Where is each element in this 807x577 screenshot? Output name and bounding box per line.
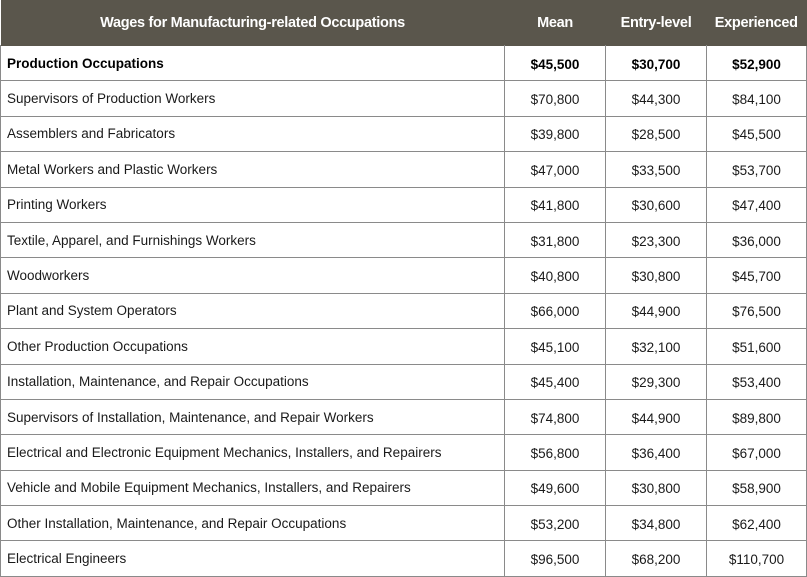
cell-occupation: Plant and System Operators — [1, 293, 505, 328]
cell-experienced: $58,900 — [707, 470, 807, 505]
cell-mean: $96,500 — [505, 541, 606, 576]
cell-entry-level: $28,500 — [606, 116, 707, 151]
table-row — [1, 187, 807, 222]
table-row — [1, 435, 807, 470]
table-row — [1, 329, 807, 364]
table-row — [1, 364, 807, 399]
cell-occupation: Supervisors of Installation, Maintenance, and Repair Workers — [1, 399, 505, 434]
cell-mean: $45,100 — [505, 329, 606, 364]
table-body — [1, 46, 807, 577]
cell-mean: $45,400 — [505, 364, 606, 399]
cell-mean: $39,800 — [505, 116, 606, 151]
cell-occupation: Supervisors of Production Workers — [1, 81, 505, 116]
cell-occupation: Electrical Engineers — [1, 541, 505, 576]
cell-mean: $40,800 — [505, 258, 606, 293]
cell-occupation: Printing Workers — [1, 187, 505, 222]
table-row — [1, 46, 807, 81]
table-row — [1, 399, 807, 434]
header-row — [1, 0, 807, 46]
cell-experienced: $110,700 — [707, 541, 807, 576]
cell-entry-level: $30,700 — [606, 46, 707, 81]
cell-experienced: $36,000 — [707, 222, 807, 257]
cell-experienced: $51,600 — [707, 329, 807, 364]
cell-experienced: $53,400 — [707, 364, 807, 399]
table-row — [1, 293, 807, 328]
cell-entry-level: $44,900 — [606, 293, 707, 328]
cell-occupation: Woodworkers — [1, 258, 505, 293]
cell-mean: $45,500 — [505, 46, 606, 81]
cell-mean: $74,800 — [505, 399, 606, 434]
cell-entry-level: $33,500 — [606, 152, 707, 187]
cell-occupation: Electrical and Electronic Equipment Mechanics, Installers, and Repairers — [1, 435, 505, 470]
cell-mean: $56,800 — [505, 435, 606, 470]
cell-mean: $49,600 — [505, 470, 606, 505]
cell-experienced: $62,400 — [707, 506, 807, 541]
table-row — [1, 258, 807, 293]
cell-experienced: $52,900 — [707, 46, 807, 81]
cell-experienced: $89,800 — [707, 399, 807, 434]
cell-experienced: $67,000 — [707, 435, 807, 470]
cell-occupation: Other Production Occupations — [1, 329, 505, 364]
cell-mean: $66,000 — [505, 293, 606, 328]
cell-occupation: Assemblers and Fabricators — [1, 116, 505, 151]
cell-entry-level: $32,100 — [606, 329, 707, 364]
cell-mean: $70,800 — [505, 81, 606, 116]
cell-occupation: Textile, Apparel, and Furnishings Workers — [1, 222, 505, 257]
table-header — [1, 0, 807, 46]
cell-entry-level: $29,300 — [606, 364, 707, 399]
cell-experienced: $84,100 — [707, 81, 807, 116]
cell-mean: $53,200 — [505, 506, 606, 541]
cell-entry-level: $30,600 — [606, 187, 707, 222]
cell-entry-level: $30,800 — [606, 470, 707, 505]
cell-entry-level: $30,800 — [606, 258, 707, 293]
table-row — [1, 470, 807, 505]
cell-mean: $31,800 — [505, 222, 606, 257]
cell-mean: $41,800 — [505, 187, 606, 222]
cell-mean: $47,000 — [505, 152, 606, 187]
cell-experienced: $53,700 — [707, 152, 807, 187]
table-row — [1, 506, 807, 541]
table-row — [1, 152, 807, 187]
cell-occupation: Vehicle and Mobile Equipment Mechanics, Installers, and Repairers — [1, 470, 505, 505]
cell-entry-level: $23,300 — [606, 222, 707, 257]
cell-entry-level: $36,400 — [606, 435, 707, 470]
header-experienced: Experienced — [707, 0, 807, 46]
table-row — [1, 541, 807, 576]
cell-experienced: $47,400 — [707, 187, 807, 222]
cell-occupation: Installation, Maintenance, and Repair Occupations — [1, 364, 505, 399]
cell-occupation: Production Occupations — [1, 46, 505, 81]
table-row — [1, 222, 807, 257]
cell-experienced: $45,700 — [707, 258, 807, 293]
cell-experienced: $76,500 — [707, 293, 807, 328]
header-occupation: Wages for Manufacturing-related Occupations — [1, 0, 505, 46]
cell-entry-level: $44,900 — [606, 399, 707, 434]
header-entry-level: Entry-level — [606, 0, 707, 46]
cell-occupation: Other Installation, Maintenance, and Repair Occupations — [1, 506, 505, 541]
table-row — [1, 81, 807, 116]
cell-entry-level: $34,800 — [606, 506, 707, 541]
header-mean: Mean — [505, 0, 606, 46]
cell-entry-level: $68,200 — [606, 541, 707, 576]
cell-occupation: Metal Workers and Plastic Workers — [1, 152, 505, 187]
cell-entry-level: $44,300 — [606, 81, 707, 116]
table-row — [1, 116, 807, 151]
cell-experienced: $45,500 — [707, 116, 807, 151]
